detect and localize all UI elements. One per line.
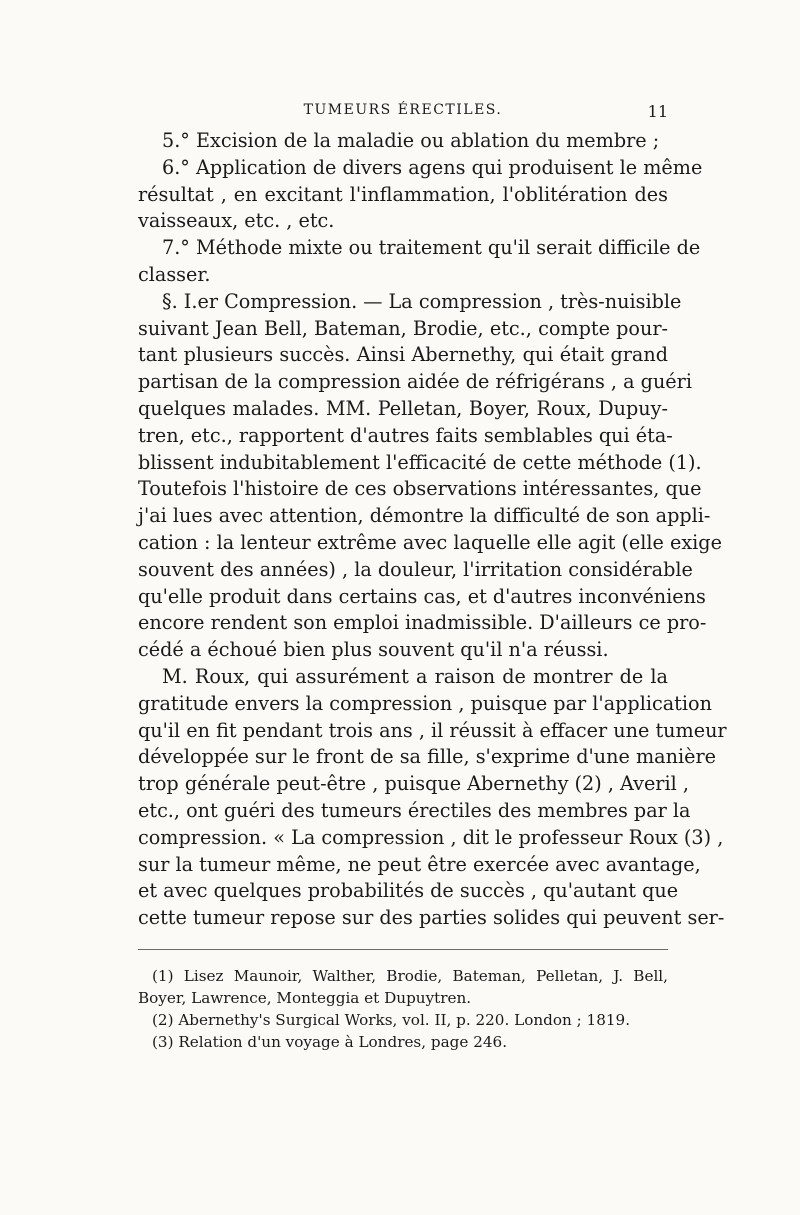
text-line: tren, etc., rapportent d'autres faits semblables qui éta- <box>138 423 673 447</box>
footnotes <box>138 965 668 1053</box>
text-line: quelques malades. MM. Pelletan, Boyer, Roux, Dupuy- <box>138 396 668 420</box>
footnote-line: Boyer, Lawrence, Monteggia et Dupuytren. <box>138 989 472 1007</box>
footnote-line: (3) Relation d'un voyage à Londres, page 246. <box>152 1033 508 1051</box>
text-line: §. I.er Compression. — La compression , très-nuisible <box>162 289 682 313</box>
text-line: 5.° Excision de la maladie ou ablation du membre ; <box>162 129 660 152</box>
text-line: cédé a échoué bien plus souvent qu'il n'a réussi. <box>138 638 609 662</box>
page-number: 11 <box>647 102 668 121</box>
text-line: classer. <box>138 262 211 286</box>
text-line: blissent indubitablement l'efficacité de cette méthode (1). <box>138 450 702 474</box>
text-line: sur la tumeur même, ne peut être exercée avec avantage, <box>138 852 701 876</box>
text-line: compression. « La compression , dit le professeur Roux (3) , <box>138 825 724 849</box>
text-line: cation : la lenteur extrême avec laquelle elle agit (elle exige <box>138 530 722 554</box>
footnote-rule <box>138 949 668 950</box>
running-head <box>138 98 668 128</box>
text-line: trop générale peut-être , puisque Abernethy (2) , Averil , <box>138 772 689 796</box>
running-title: TUMEURS ÉRECTILES. <box>303 102 503 118</box>
text-line: 7.° Méthode mixte ou traitement qu'il serait difficile de <box>162 236 701 260</box>
footnote-line: (1) Lisez Maunoir, Walther, Brodie, Bateman, Pelletan, J. Bell, <box>152 967 668 985</box>
footnote-line: (2) Abernethy's Surgical Works, vol. II, p. 220. London ; 1819. <box>152 1011 631 1029</box>
text-line: souvent des années) , la douleur, l'irritation considérable <box>138 557 693 581</box>
body-text <box>138 128 727 932</box>
text-line: suivant Jean Bell, Bateman, Brodie, etc., compte pour- <box>138 316 668 340</box>
text-line: développée sur le front de sa fille, s'exprime d'une manière <box>138 745 716 769</box>
text-line: encore rendent son emploi inadmissible. D'ailleurs ce pro- <box>138 611 707 635</box>
text-line: qu'il en fit pendant trois ans , il réussit à effacer une tumeur <box>138 718 727 742</box>
text-line: Toutefois l'histoire de ces observations intéressantes, que <box>138 477 702 501</box>
text-line: M. Roux, qui assurément a raison de montrer de la <box>162 664 668 688</box>
text-line: gratitude envers la compression , puisque par l'application <box>138 691 712 715</box>
text-line: résultat , en excitant l'inflammation, l'oblitération des <box>138 182 668 206</box>
text-line: etc., ont guéri des tumeurs érectiles des membres par la <box>138 798 691 822</box>
text-line: vaisseaux, etc. , etc. <box>138 209 335 233</box>
text-line: et avec quelques probabilités de succès , qu'autant que <box>138 879 679 903</box>
text-line: partisan de la compression aidée de réfrigérans , a guéri <box>138 370 692 394</box>
text-line: cette tumeur repose sur des parties solides qui peuvent ser- <box>138 906 725 930</box>
text-line: tant plusieurs succès. Ainsi Abernethy, qui était grand <box>138 343 668 367</box>
text-line: qu'elle produit dans certains cas, et d'autres inconvéniens <box>138 584 706 608</box>
text-line: j'ai lues avec attention, démontre la difficulté de son appli- <box>138 504 711 528</box>
text-line: 6.° Application de divers agens qui produisent le même <box>162 155 703 179</box>
